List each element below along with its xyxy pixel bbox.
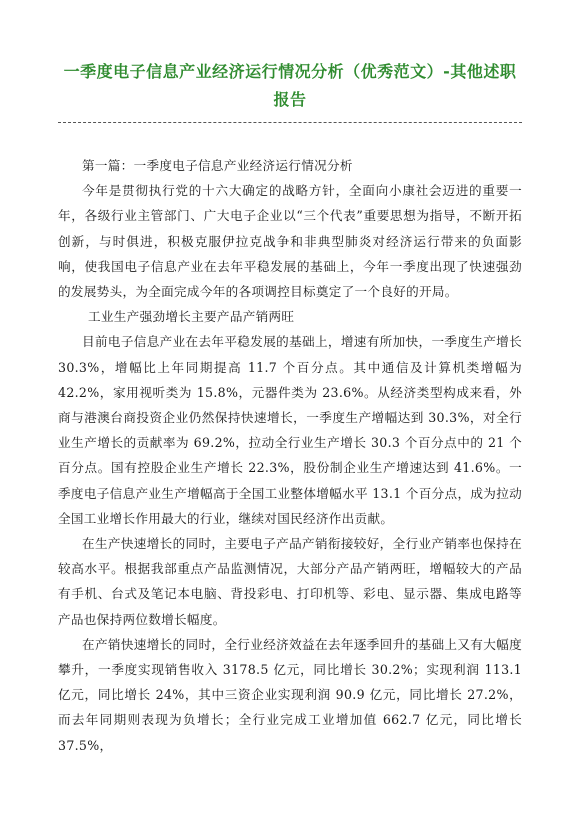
paragraph: 今年是贯彻执行党的十六大确定的战略方针，全面向小康社会迈进的重要一年，各级行业主管部门、广大电子企业以“三个代表”重要思想为指导，不断开拓创新，与时俱进，积极克服伊拉克战争和非典型肺炎对经济运行带来的负面影响，使我国电子信息产业在去年平稳发展的基础上，今年一季度出现了快速强劲的发展势头，为全面完成今年的各项调控目标奠定了一个良好的开局。 <box>58 183 522 300</box>
paragraph: 在生产快速增长的同时，主要电子产品产销衔接较好，全行业产销率也保持在较高水平。根据我部重点产品监测情况，大部分产品产销两旺，增幅较大的产品有手机、台式及笔记本电脑、背投彩电、打印机等、彩电、显示器、集成电路等产品也保持两位数增长幅度。 <box>58 536 522 627</box>
document-body <box>58 153 522 758</box>
sub-heading: 工业生产强劲增长主要产品产销两旺 <box>88 309 295 325</box>
paragraph: 目前电子信息产业在去年平稳发展的基础上，增速有所加快，一季度生产增长 30.3%，增幅比上年同期提高 11.7 个百分点。其中通信及计算机类增幅为 42.2%，家用视听类为 15.8%，元器件类为 23.6%。从经济类型构成来看，外商与港澳台商投资企业仍然保持快速增长，一季度生产增幅达到 30.3%，对全行业生产增长的贡献率为 69.2%，拉动全行业生产增长 30.3 个百分点中的 21 个百分点。国有控股企业生产增长 22.3%，股份制企业生产增速达到 41.6%。一季度电子信息产业生产增幅高于全国工业整体增幅水平 13.1 个百分点，成为拉动全国工业增长作用最大的行业，继续对国民经济作出贡献。 <box>58 334 522 526</box>
paragraph: 在产销快速增长的同时，全行业经济效益在去年逐季回升的基础上又有大幅度攀升，一季度实现销售收入 3178.5 亿元，同比增长 30.2%；实现利润 113.1 亿元，同比增长 24%，其中三资企业实现利润 90.9 亿元，同比增长 27.2%，而去年同期则表现为负增长；全行业完成工业增加值 662.7 亿元，同比增长 37.5%， <box>58 636 522 753</box>
title-divider <box>58 122 522 123</box>
section-heading: 第一篇：一季度电子信息产业经济运行情况分析 <box>82 158 353 173</box>
document-title: 一季度电子信息产业经济运行情况分析（优秀范文）-其他述职报告 <box>63 62 517 109</box>
